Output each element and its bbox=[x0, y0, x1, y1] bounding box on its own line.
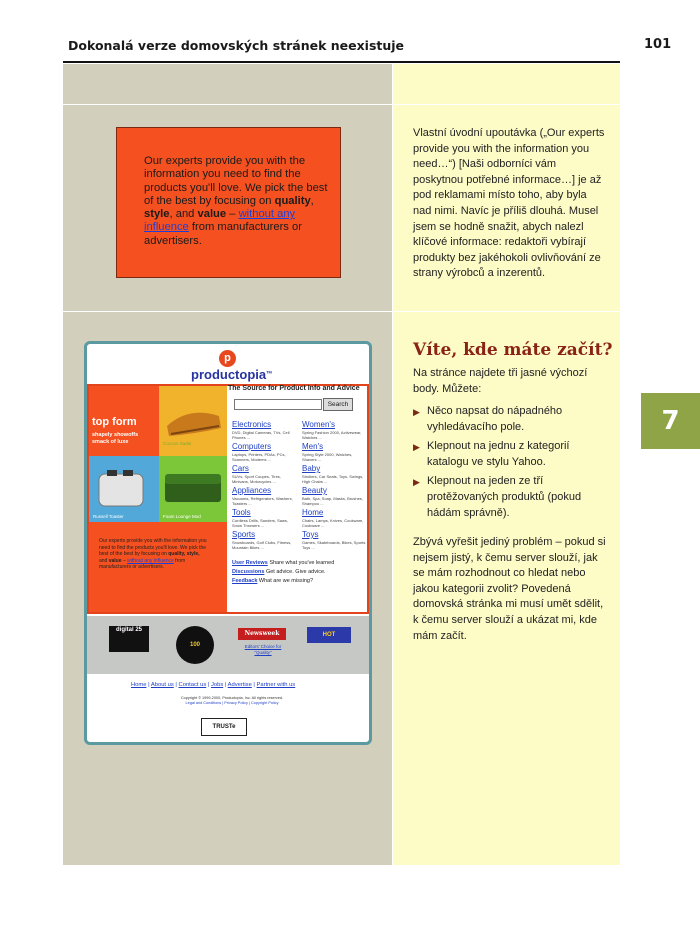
promo-bottom-link[interactable]: without any influence bbox=[127, 557, 174, 564]
bullet-item bbox=[413, 404, 613, 435]
tile-caption: Russell Toaster bbox=[93, 514, 124, 519]
callout-text: Our experts provide you with the information you need to find the products you'll love. We pick the best of the best by focusing on bbox=[144, 155, 328, 207]
award-hot-badge: HOT bbox=[307, 627, 351, 643]
award-pc-badge: 100 bbox=[176, 626, 214, 664]
tagline: The Source for Product Info and Advice bbox=[228, 385, 360, 392]
search-input[interactable] bbox=[234, 399, 322, 410]
toaster-icon bbox=[89, 456, 159, 522]
footer-link-jobs[interactable]: Jobs bbox=[210, 682, 224, 688]
award-digital-badge: digital 25 bbox=[109, 626, 149, 652]
category-beauty[interactable]: Beauty bbox=[302, 486, 327, 495]
category-mens[interactable]: Men's bbox=[302, 442, 324, 451]
callout-link[interactable]: without any influence bbox=[144, 208, 296, 234]
productopia-screenshot bbox=[84, 341, 372, 745]
callout-bold-value: value bbox=[197, 208, 227, 221]
category-electronics[interactable]: Electronics bbox=[232, 420, 272, 429]
promo-bottom-bold2: value bbox=[108, 557, 122, 564]
callout-sep1: , bbox=[310, 194, 314, 207]
callout-dash: – bbox=[226, 208, 239, 221]
logo-text: productopia bbox=[191, 367, 267, 382]
callout-sep2: , and bbox=[169, 208, 198, 221]
callout-box bbox=[116, 127, 341, 278]
user-reviews-link[interactable] bbox=[232, 560, 334, 566]
copyright-text: Copyright © 1999-2000, Productopia, Inc. All rights reserved. bbox=[180, 696, 284, 700]
chapter-tab: 7 bbox=[641, 393, 700, 449]
bullet-text: Klepnout na jednu z kategorií katalogu ve stylu Yahoo. bbox=[427, 440, 570, 468]
extra-link-desc: Get advice. Give advice. bbox=[265, 569, 326, 575]
extra-link-desc: Share what you've learned bbox=[269, 560, 335, 566]
row-divider-top bbox=[63, 104, 620, 105]
promo-bottom-dash: – bbox=[121, 557, 128, 564]
bullet-item bbox=[413, 439, 613, 470]
truste-badge[interactable]: TRUSTe bbox=[201, 718, 247, 736]
category-desc: SUVs, Sport Coupes, Tires, Minivans, Motorcycles ... bbox=[232, 474, 281, 484]
triangle-bullet-icon: ▶ bbox=[413, 442, 420, 453]
promo-bottom-mid: and bbox=[99, 557, 109, 564]
category-desc: Vacuums, Refrigerators, Washers, Toasters ... bbox=[232, 496, 293, 506]
page-number: 101 bbox=[644, 37, 672, 52]
promo-bottom-before: Our experts provide you with the information you need to find the products you'll love. We pick the best of the best by focusing on bbox=[99, 538, 207, 558]
discussions-link[interactable] bbox=[232, 569, 326, 575]
footer-link-home[interactable]: Home bbox=[131, 682, 147, 688]
search-button[interactable]: Search bbox=[323, 398, 353, 411]
sofa-icon bbox=[159, 456, 227, 522]
promo-subtitle: shapely showoffs smack of luxe bbox=[92, 432, 139, 445]
productopia-logo-icon: p bbox=[219, 350, 236, 367]
category-desc: Cordless Drills, Sanders, Saws, Snow Throwers ... bbox=[232, 518, 289, 528]
sidebar-heading: Víte, kde máte začít? bbox=[413, 340, 613, 360]
sofa-tile[interactable] bbox=[159, 456, 227, 522]
category-sports[interactable]: Sports bbox=[232, 530, 256, 539]
editors-choice-link[interactable]: Editors' Choice for "Quality" bbox=[244, 644, 282, 655]
category-desc: Games, Skateboards, Bikes, Sports Toys ... bbox=[302, 540, 366, 550]
tile-caption: Cocoon Sadie bbox=[163, 441, 192, 446]
sidebar-bullets bbox=[413, 404, 613, 525]
promo-bottom-bold: quality, style, bbox=[168, 551, 200, 558]
category-appliances[interactable]: Appliances bbox=[232, 486, 272, 495]
extra-link-desc: What are we missing? bbox=[258, 578, 314, 584]
category-desc: Strollers, Car Seats, Toys, Swings, High Chairs ... bbox=[302, 474, 364, 484]
productopia-logo[interactable] bbox=[191, 367, 272, 382]
category-desc: Spring Style 2000, Watches, Shavers ... bbox=[302, 452, 353, 462]
category-desc: Chairs, Lamps, Knives, Cookware, Cookware ... bbox=[302, 518, 364, 528]
triangle-bullet-icon: ▶ bbox=[413, 407, 420, 417]
category-desc: Spring Fashion 2000, Activewear, Watches ... bbox=[302, 430, 362, 440]
tile-caption: Foam Lounge Mod bbox=[163, 514, 201, 519]
bullet-item bbox=[413, 474, 613, 521]
copyright-notice bbox=[147, 696, 317, 706]
extra-link-label[interactable]: Feedback bbox=[232, 578, 258, 584]
sidebar-intro: Na stránce najdete tři jasné výchozí body. Můžete: bbox=[413, 367, 588, 395]
promo-bottom-text bbox=[99, 538, 209, 571]
triangle-bullet-icon: ▶ bbox=[413, 477, 420, 488]
footer-link-advertise[interactable]: Advertise bbox=[227, 682, 252, 688]
category-cars[interactable]: Cars bbox=[232, 464, 249, 473]
column-divider bbox=[392, 64, 393, 865]
category-baby[interactable]: Baby bbox=[302, 464, 321, 473]
category-womens[interactable]: Women's bbox=[302, 420, 335, 429]
bullet-text: Něco napsat do nápadného vyhledávacího pole. bbox=[427, 405, 563, 433]
callout-bold-quality: quality bbox=[274, 194, 311, 207]
category-tools[interactable]: Tools bbox=[232, 508, 251, 517]
footer-nav: Home | About us | Contact us | Jobs | Advertise | Partner with us bbox=[131, 682, 296, 688]
category-desc: DVD, Digital Cameras, TVs, Cell Phones ... bbox=[232, 430, 290, 440]
extra-link-label[interactable]: Discussions bbox=[232, 569, 265, 575]
category-computers[interactable]: Computers bbox=[232, 442, 272, 451]
category-desc: Snowboards, Golf Clubs, Fitness, Mountain Bikes ... bbox=[232, 540, 292, 550]
promo-title: top form bbox=[92, 416, 137, 428]
logo-tm: TM bbox=[266, 369, 272, 375]
callout-bold-style: style bbox=[144, 208, 170, 221]
feedback-link[interactable] bbox=[232, 578, 313, 584]
sidebar-closing: Zbývá vyřešit jediný problém – pokud si nejsem jistý, k čemu server slouží, jak se mám rozhodnout co hledat nebo jakou kategorii zvolit? Povedená domovská stránka mi musí umět sdělit, k čemu server slouží a ukázat mi, kde mám začít. bbox=[413, 536, 606, 642]
annotation-note: Vlastní úvodní upoutávka („Our experts provide you with the information you need…“) [Naši odborníci vám poskytnou potřebné informace…] je až pod reklamami místo toho, aby byla nad nimi. Navíc je příliš dlouhá. Musel jsem se hodně snažit, abych nalezl klíčové informace: redaktoři vybírají produkty bez jakéhokoli ovlivňování ze strany výrobců a inzerentů. bbox=[413, 127, 605, 280]
callout-text-after: from manufacturers or advertisers. bbox=[144, 221, 302, 247]
running-header: Dokonalá verze domovských stránek neexistuje bbox=[68, 38, 405, 53]
toaster-tile[interactable] bbox=[89, 456, 159, 522]
category-home[interactable]: Home bbox=[302, 508, 324, 517]
category-desc: Bath, Spa, Soap, Masks, Brushes, Shampoo ... bbox=[302, 496, 363, 506]
copyright-links[interactable]: Legal and Conditions | Privacy Policy | Copyright Policy bbox=[185, 701, 279, 705]
row-divider-middle bbox=[63, 311, 620, 312]
header-rule bbox=[63, 61, 620, 63]
footer-link-about[interactable]: About us bbox=[150, 682, 174, 688]
footer-link-partner[interactable]: Partner with us bbox=[256, 682, 296, 688]
award-newsweek-badge: Newsweek bbox=[238, 628, 286, 640]
promo-bottom-after: from manufacturers or advertisers. bbox=[99, 557, 186, 571]
extra-link-label[interactable]: User Reviews bbox=[232, 560, 268, 566]
bullet-text: Klepnout na jeden ze tří protěžovaných produktů (pokud hádám správně). bbox=[427, 475, 582, 519]
footer-link-contact[interactable]: Contact us bbox=[178, 682, 207, 688]
category-toys[interactable]: Toys bbox=[302, 530, 319, 539]
category-desc: Laptops, Printers, PDAs, PCs, Scanners, Modems ... bbox=[232, 452, 286, 462]
